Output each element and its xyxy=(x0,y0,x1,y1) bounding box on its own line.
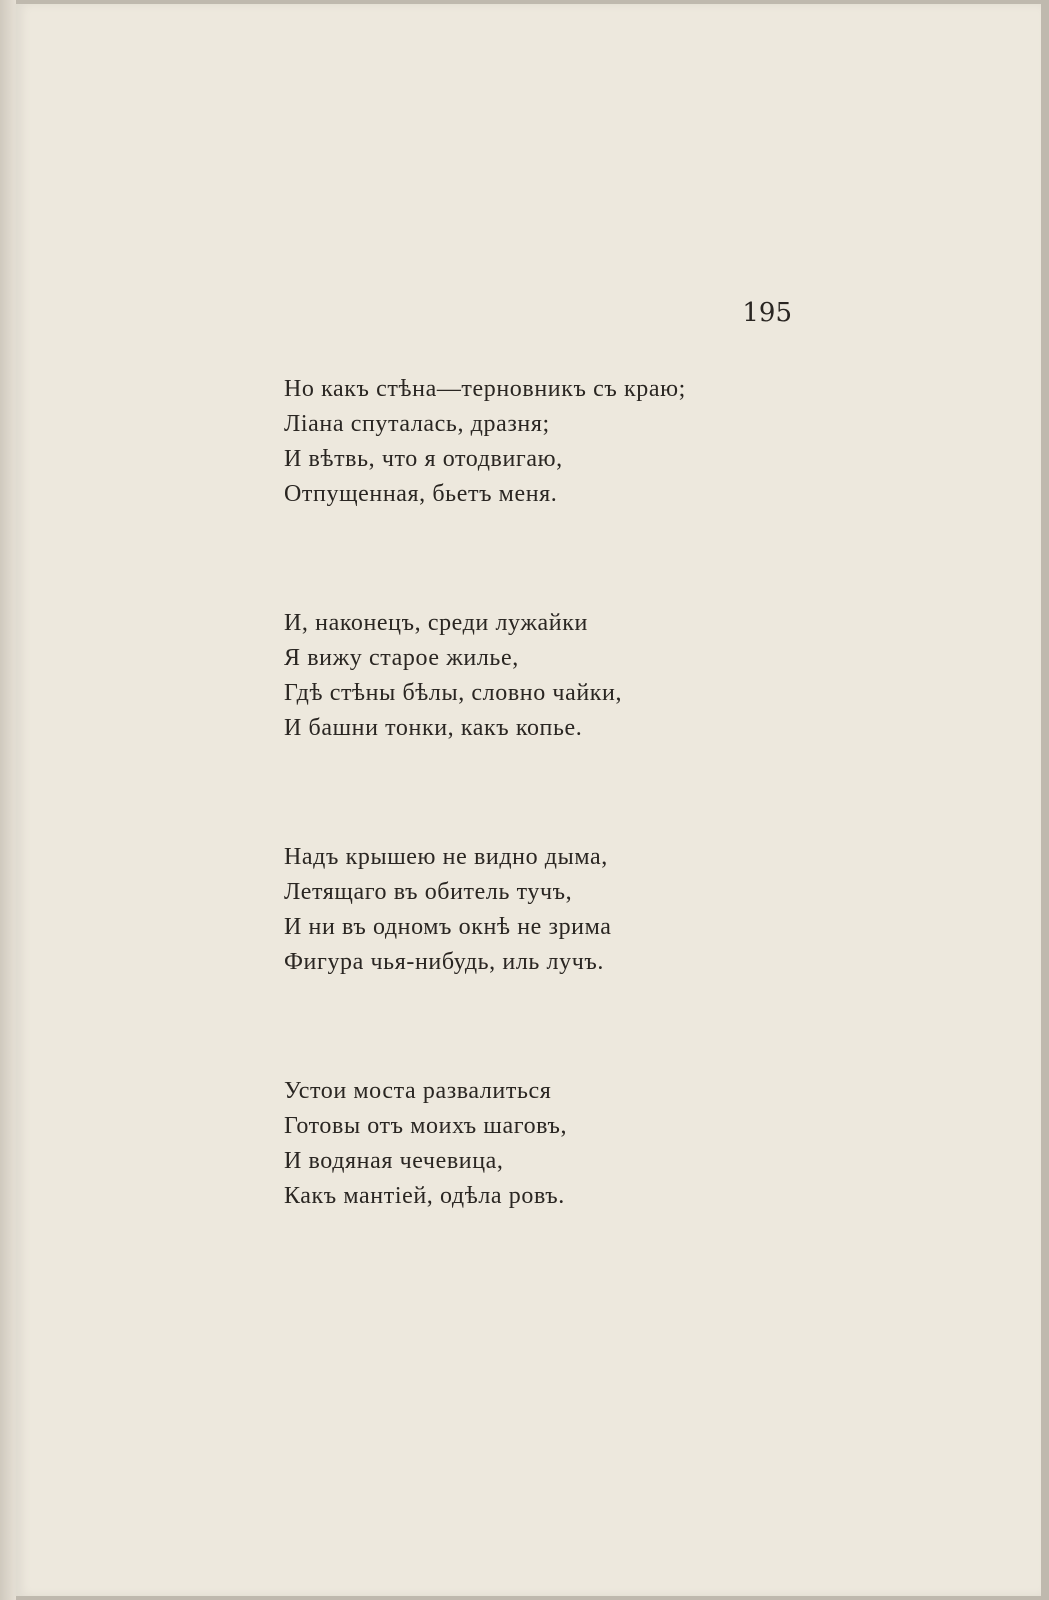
poem-line: Готовы отъ моихъ шаговъ, xyxy=(284,1113,568,1139)
poem-line: Но какъ стѣна—терновникъ съ краю; xyxy=(284,376,686,402)
poem-line: Отпущенная, бьетъ меня. xyxy=(284,481,558,507)
stanza-2 xyxy=(284,606,844,746)
poem-line: Летящаго въ обитель тучъ, xyxy=(284,879,573,905)
poem xyxy=(284,372,844,1308)
poem-line: И вѣтвь, что я отодвигаю, xyxy=(284,446,563,472)
poem-line: Я вижу старое жилье, xyxy=(284,645,519,671)
poem-line: Надъ крышею не видно дыма, xyxy=(284,844,608,870)
poem-line: Фигура чья-нибудь, иль лучъ. xyxy=(284,949,604,975)
poem-line: И, наконецъ, среди лужайки xyxy=(284,610,588,636)
poem-line: Устои моста развалиться xyxy=(284,1078,552,1104)
poem-line: Гдѣ стѣны бѣлы, словно чайки, xyxy=(284,680,623,706)
page-number: 195 xyxy=(742,298,792,328)
poem-line: И водяная чечевица, xyxy=(284,1148,504,1174)
stanza-3 xyxy=(284,840,844,980)
stanza-4 xyxy=(284,1074,844,1214)
stanza-1 xyxy=(284,372,844,512)
poem-line: И башни тонки, какъ копье. xyxy=(284,715,583,741)
poem-line: И ни въ одномъ окнѣ не зрима xyxy=(284,914,612,940)
poem-line: Ліана спуталась, дразня; xyxy=(284,411,550,437)
poem-line: Какъ мантіей, одѣла ровъ. xyxy=(284,1183,565,1209)
